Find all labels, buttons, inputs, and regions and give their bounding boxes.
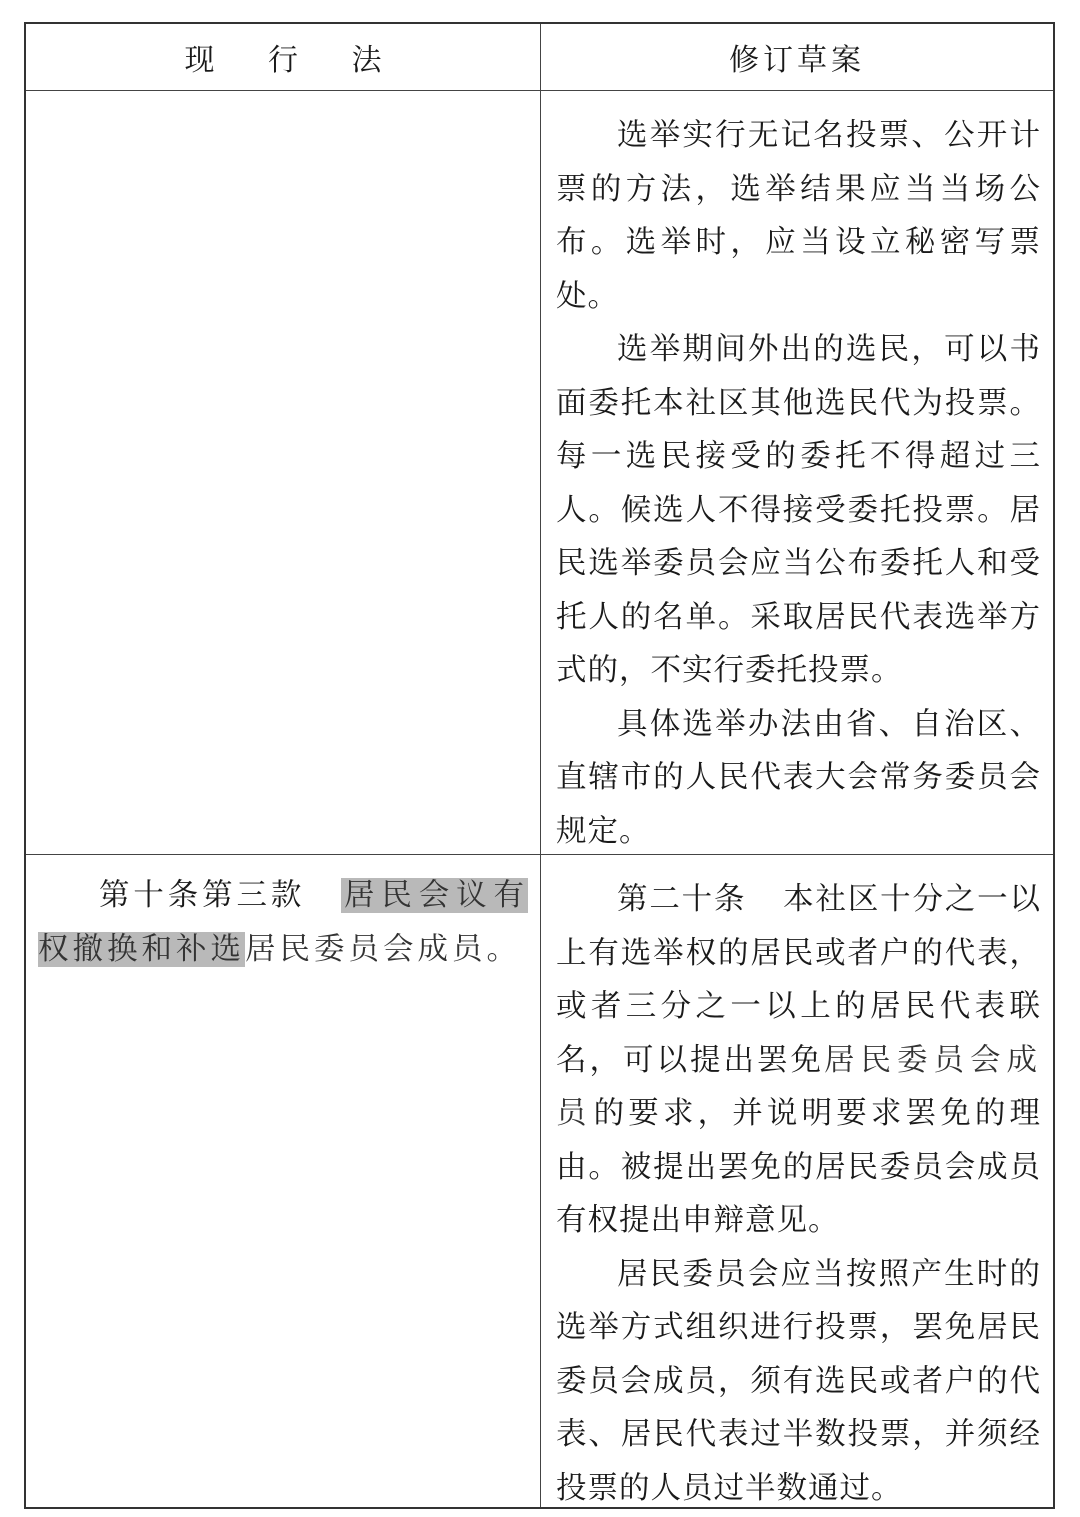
- row2-current-law-para: [38, 869, 528, 976]
- draft-text-part2: 的要求，并说明要求罢免的理由。被提出罢免的居民委员会成员有权提出申辩意见。: [556, 1096, 1042, 1238]
- row1-draft-para-3: 具体选举办法由省、自治区、直辖市的人民代表大会常务委员会规定。: [556, 706, 1041, 849]
- draft-article-label: 第二十条: [617, 882, 747, 917]
- row2-draft-para-1: [556, 873, 1041, 1248]
- row2-current-law: [26, 855, 541, 1507]
- row2-draft-para-2: 居民委员会应当按照产生时的选举方式组织进行投票，罢免居民委员会成员，须有选民或者户的代表、居民代表过半数投票，并须经投票的人员过半数通过。: [556, 1256, 1041, 1506]
- current-law-rest-text: 居民委员会成员。: [245, 931, 521, 967]
- draft-light-text: 居民委员会成员: [556, 1042, 1041, 1131]
- row2-revised-draft: [541, 855, 1053, 1507]
- row1-revised-draft: [541, 91, 1053, 855]
- comparison-table: [24, 22, 1055, 1509]
- draft-text-part1: 本社区十分之一以上有选举权的居民或者户的代表，或者三分之一以上的居民代表联名，可以提出罢免: [556, 882, 1042, 1078]
- row1-draft-para-1: 选举实行无记名投票、公开计票的方法，选举结果应当当场公布。选举时，应当设立秘密写票处。: [556, 118, 1041, 314]
- row1-current-law: [26, 91, 541, 855]
- current-law-article-label: 第十条第三款: [99, 878, 306, 913]
- current-law-highlighted-text: 居民会议有权撤换和补选: [38, 878, 529, 967]
- header-revised-draft: 修订草案: [541, 24, 1053, 91]
- row1-draft-para-2: 选举期间外出的选民，可以书面委托本社区其他选民代为投票。每一选民接受的委托不得超过三人。候选人不得接受委托投票。居民选举委员会应当公布委托人和受托人的名单。采取居民代表选举方式的，不实行委托投票。: [556, 332, 1041, 688]
- header-current-law: 现 行 法: [26, 24, 541, 91]
